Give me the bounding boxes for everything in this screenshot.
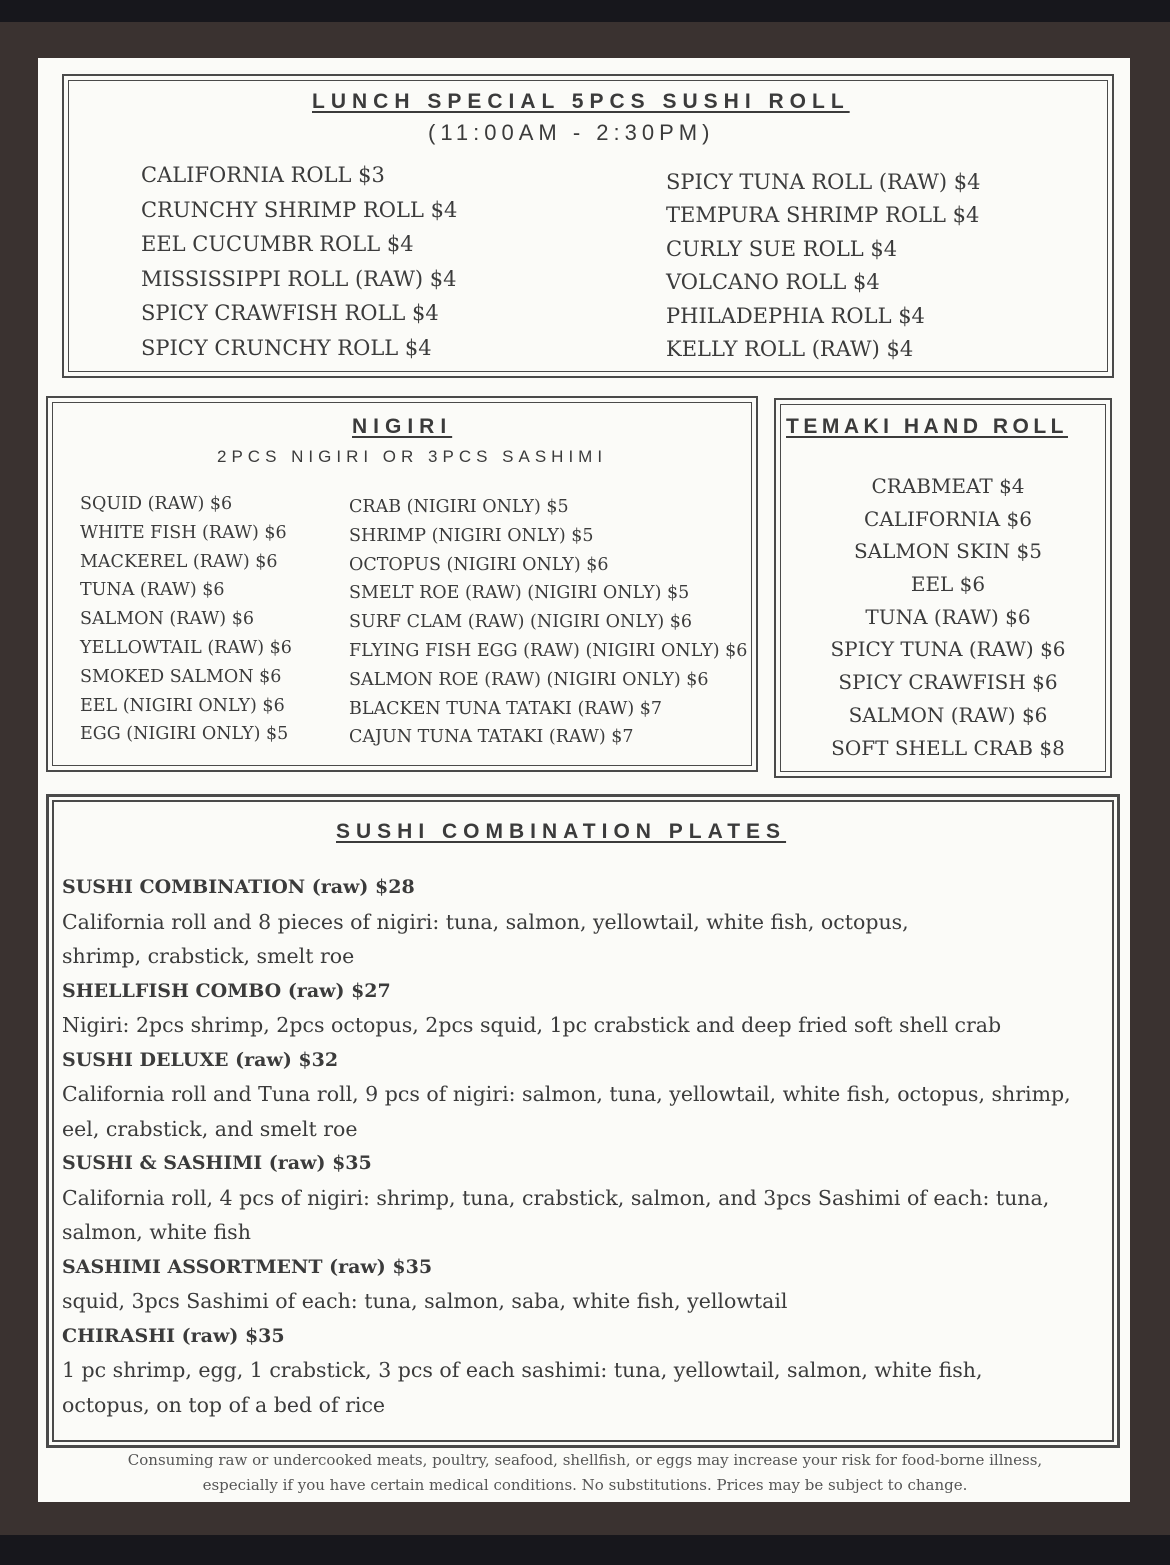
list-item: SALMON (RAW) $6 (80, 609, 254, 630)
temaki-list (790, 470, 1106, 764)
combo-desc: California roll, 4 pcs of nigiri: shrimp, tuna, crabstick, salmon, and 3pcs Sashimi of each: tuna, salmon, white fish (62, 1185, 1050, 1244)
list-item: PHILADEPHIA ROLL $4 (666, 303, 925, 328)
list-item: MISSISSIPPI ROLL (RAW) $4 (141, 266, 457, 291)
list-item: SALMON ROE (RAW) (NIGIRI ONLY) $6 (349, 669, 709, 690)
nigiri-right-list (349, 493, 747, 752)
list-item: TEMPURA SHRIMP ROLL $4 (666, 203, 980, 228)
combo-name: SUSHI DELUXE (raw) $32 (62, 1048, 339, 1071)
list-item: SMELT ROE (RAW) (NIGIRI ONLY) $5 (349, 583, 690, 604)
combo-desc: Nigiri: 2pcs shrimp, 2pcs octopus, 2pcs squid, 1pc crabstick and deep fried soft shell crab (62, 1013, 1002, 1037)
list-item: YELLOWTAIL (RAW) $6 (80, 637, 292, 658)
list-item: SPICY CRAWFISH ROLL $4 (141, 301, 439, 325)
combo-list (62, 870, 1122, 1422)
combo-desc: squid, 3pcs Sashimi of each: tuna, salmon, saba, white fish, yellowtail (62, 1289, 788, 1313)
list-item: EEL $6 (910, 572, 986, 597)
combo-name: SUSHI COMBINATION (raw) $28 (62, 876, 415, 898)
list-item: EEL CUCUMBR ROLL $4 (141, 232, 414, 256)
combo-item (62, 870, 1122, 974)
list-item: CRABMEAT $4 (871, 474, 1025, 498)
lunch-right-list (666, 166, 980, 366)
top-border-bar (0, 0, 1170, 22)
combo-item (62, 1250, 1122, 1319)
list-item: SALMON (RAW) $6 (848, 702, 1048, 727)
list-item: KELLY ROLL (RAW) $4 (666, 336, 914, 361)
bottom-border-bar (0, 1535, 1170, 1565)
list-item: VOLCANO ROLL $4 (666, 270, 880, 295)
temaki-title: TEMAKI HAND ROLL (786, 415, 1068, 438)
list-item: FLYING FISH EGG (RAW) (NIGIRI ONLY) $6 (349, 640, 748, 661)
lunch-left-list (141, 158, 457, 365)
list-item: EEL (NIGIRI ONLY) $6 (80, 695, 285, 716)
list-item: CALIFORNIA ROLL $3 (141, 163, 385, 187)
list-item: BLACKEN TUNA TATAKI (RAW) $7 (349, 698, 663, 719)
combo-item (62, 974, 1122, 1043)
list-item: TUNA (RAW) $6 (80, 580, 225, 601)
combo-item (62, 1319, 1122, 1423)
list-item: SHRIMP (NIGIRI ONLY) $5 (349, 525, 594, 546)
nigiri-subtitle: 2PCS NIGIRI OR 3PCS SASHIMI (217, 447, 608, 466)
combo-item (62, 1043, 1122, 1147)
lunch-special-title: LUNCH SPECIAL 5PCS SUSHI ROLL (312, 90, 850, 113)
disclaimer-text: Consuming raw or undercooked meats, poultry, seafood, shellfish, or eggs may increase your risk for food-borne illness, especially if you have certain medical conditions. No substitutions. Prices may be subject to change. (127, 1451, 1043, 1494)
list-item: SPICY TUNA (RAW) $6 (830, 637, 1066, 662)
list-item: SPICY TUNA ROLL (RAW) $4 (666, 170, 981, 194)
combo-name: SUSHI & SASHIMI (raw) $35 (62, 1152, 372, 1174)
list-item: SURF CLAM (RAW) (NIGIRI ONLY) $6 (349, 612, 693, 633)
combo-name: CHIRASHI (raw) $35 (62, 1324, 285, 1347)
nigiri-title: NIGIRI (352, 415, 453, 438)
combo-desc: California roll and 8 pieces of nigiri: tuna, salmon, yellowtail, white fish, octopus, shrimp, crabstick, smelt roe (62, 909, 909, 968)
combo-item (62, 1146, 1122, 1250)
combo-name: SASHIMI ASSORTMENT (raw) $35 (62, 1255, 433, 1278)
list-item: TUNA (RAW) $6 (865, 604, 1031, 629)
list-item: CURLY SUE ROLL $4 (666, 236, 898, 261)
list-item: CRUNCHY SHRIMP ROLL $4 (141, 197, 458, 222)
combo-desc: California roll and Tuna roll, 9 pcs of nigiri: salmon, tuna, yellowtail, white fish, octopus, shrimp, eel, crabstick, and smelt roe (62, 1082, 1071, 1141)
list-item: OCTOPUS (NIGIRI ONLY) $6 (349, 554, 609, 575)
lunch-hours: (11:00AM - 2:30PM) (428, 120, 715, 145)
list-item: CRAB (NIGIRI ONLY) $5 (349, 497, 569, 517)
list-item: SQUID (RAW) $6 (80, 494, 233, 514)
list-item: SPICY CRUNCHY ROLL $4 (141, 335, 432, 360)
list-item: CALIFORNIA $6 (864, 506, 1032, 531)
list-item: EGG (NIGIRI ONLY) $5 (80, 724, 289, 745)
list-item: MACKEREL (RAW) $6 (80, 551, 278, 572)
list-item: SALMON SKIN $5 (853, 539, 1042, 564)
list-item: CAJUN TUNA TATAKI (RAW) $7 (349, 727, 634, 748)
list-item: WHITE FISH (RAW) $6 (80, 522, 287, 543)
nigiri-left-list (80, 490, 292, 749)
combo-desc: 1 pc shrimp, egg, 1 crabstick, 3 pcs of each sashimi: tuna, yellowtail, salmon, white fish, octopus, on top of a bed of rice (62, 1358, 983, 1417)
list-item: SMOKED SALMON $6 (80, 666, 282, 687)
list-item: SOFT SHELL CRAB $8 (831, 735, 1065, 760)
list-item: SPICY CRAWFISH $6 (838, 670, 1058, 695)
combo-name: SHELLFISH COMBO (raw) $27 (62, 979, 391, 1002)
combo-title: SUSHI COMBINATION PLATES (336, 820, 787, 843)
